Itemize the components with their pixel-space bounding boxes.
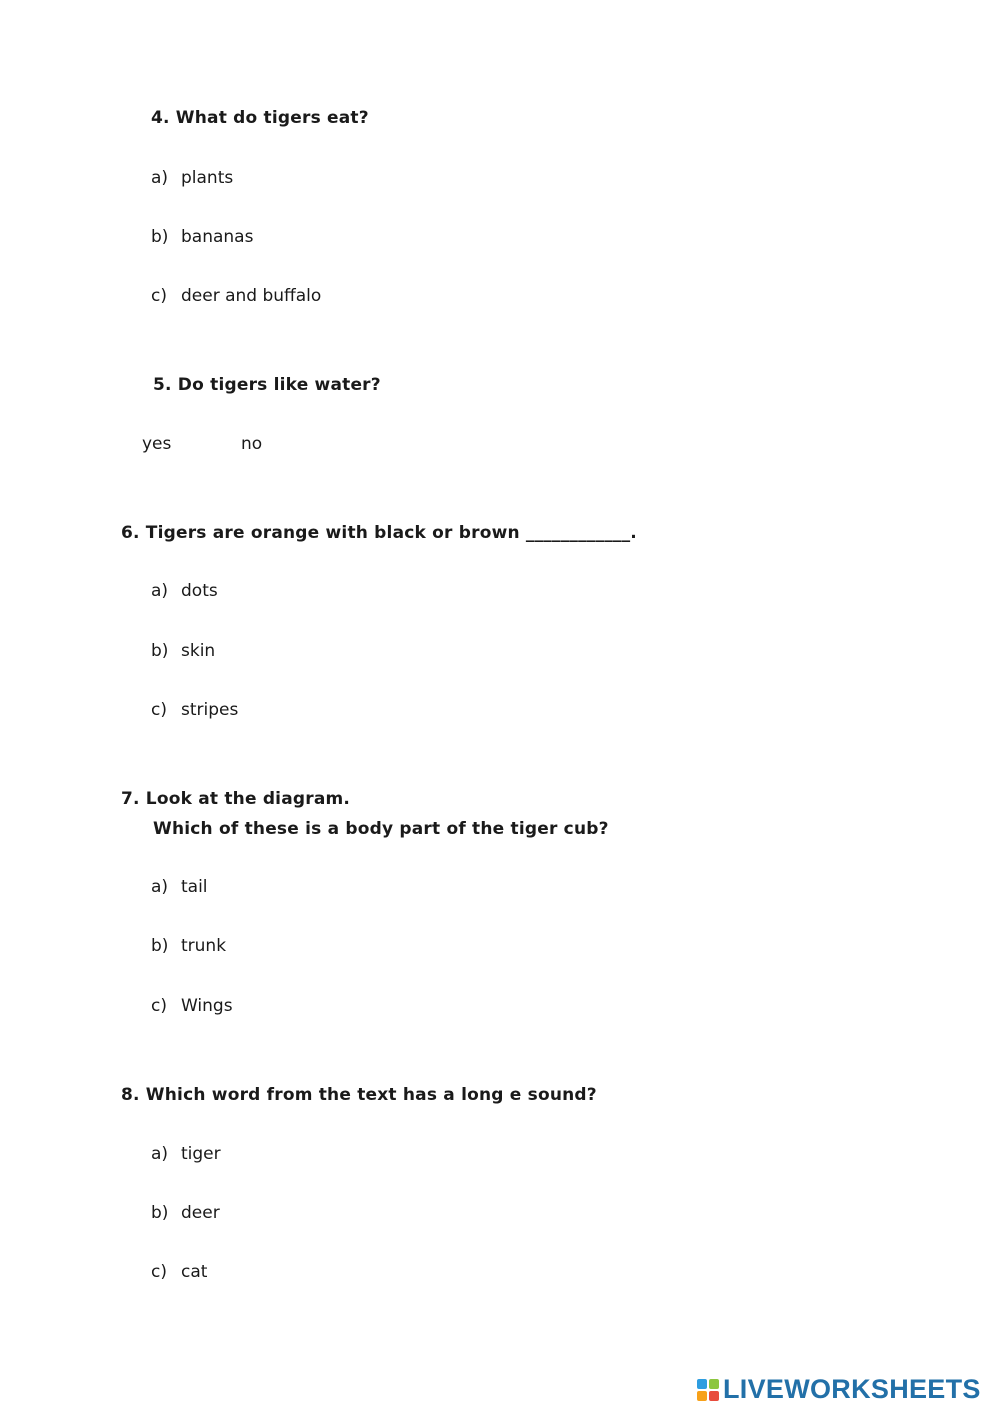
question-8: 8. Which word from the text has a long e sound? (121, 1085, 597, 1105)
q5-option-yes[interactable]: yes (142, 434, 172, 454)
question-6: 6. Tigers are orange with black or brown ____________. (121, 523, 637, 543)
q6-option-b[interactable] (151, 641, 215, 661)
question-7-line-2: Which of these is a body part of the tiger cub? (153, 819, 609, 839)
option-text: dots (181, 581, 218, 601)
option-text: deer (181, 1203, 220, 1223)
liveworksheets-logo[interactable] (697, 1376, 981, 1403)
option-text: skin (181, 641, 216, 661)
option-letter: a) (151, 877, 169, 897)
question-5: 5. Do tigers like water? (153, 375, 381, 395)
logo-square-icon (697, 1391, 707, 1401)
option-text: trunk (181, 936, 227, 956)
option-text: tiger (181, 1144, 221, 1164)
option-text: tail (181, 877, 208, 897)
option-letter: b) (151, 641, 169, 661)
option-text: deer and buffalo (181, 286, 322, 306)
option-letter: c) (151, 1262, 167, 1282)
option-letter: a) (151, 168, 169, 188)
option-text: stripes (181, 700, 239, 720)
q7-option-b[interactable] (151, 936, 226, 956)
option-text: plants (181, 168, 234, 188)
q4-option-a[interactable] (151, 168, 233, 188)
q8-option-a[interactable] (151, 1144, 221, 1164)
option-letter: b) (151, 227, 169, 247)
question-4: 4. What do tigers eat? (151, 108, 369, 128)
logo-square-icon (709, 1391, 719, 1401)
option-letter: c) (151, 286, 167, 306)
option-letter: b) (151, 1203, 169, 1223)
q6-option-c[interactable] (151, 700, 238, 720)
q7-option-a[interactable] (151, 877, 208, 897)
logo-square-icon (709, 1379, 719, 1389)
logo-square-icon (697, 1379, 707, 1389)
option-text: cat (181, 1262, 208, 1282)
liveworksheets-logo-icon (697, 1379, 719, 1401)
option-text: Wings (181, 996, 233, 1016)
option-letter: c) (151, 996, 167, 1016)
q8-option-b[interactable] (151, 1203, 220, 1223)
option-letter: a) (151, 581, 169, 601)
q6-option-a[interactable] (151, 581, 218, 601)
option-letter: c) (151, 700, 167, 720)
option-letter: b) (151, 936, 169, 956)
q8-option-c[interactable] (151, 1262, 207, 1282)
option-letter: a) (151, 1144, 169, 1164)
q7-option-c[interactable] (151, 996, 233, 1016)
q5-option-no[interactable]: no (241, 434, 263, 454)
question-7-line-1: 7. Look at the diagram. (121, 789, 351, 809)
q4-option-b[interactable] (151, 227, 253, 247)
logo-wordmark: LIVEWORKSHEETS (723, 1374, 981, 1404)
q4-option-c[interactable] (151, 286, 321, 306)
option-text: bananas (181, 227, 254, 247)
